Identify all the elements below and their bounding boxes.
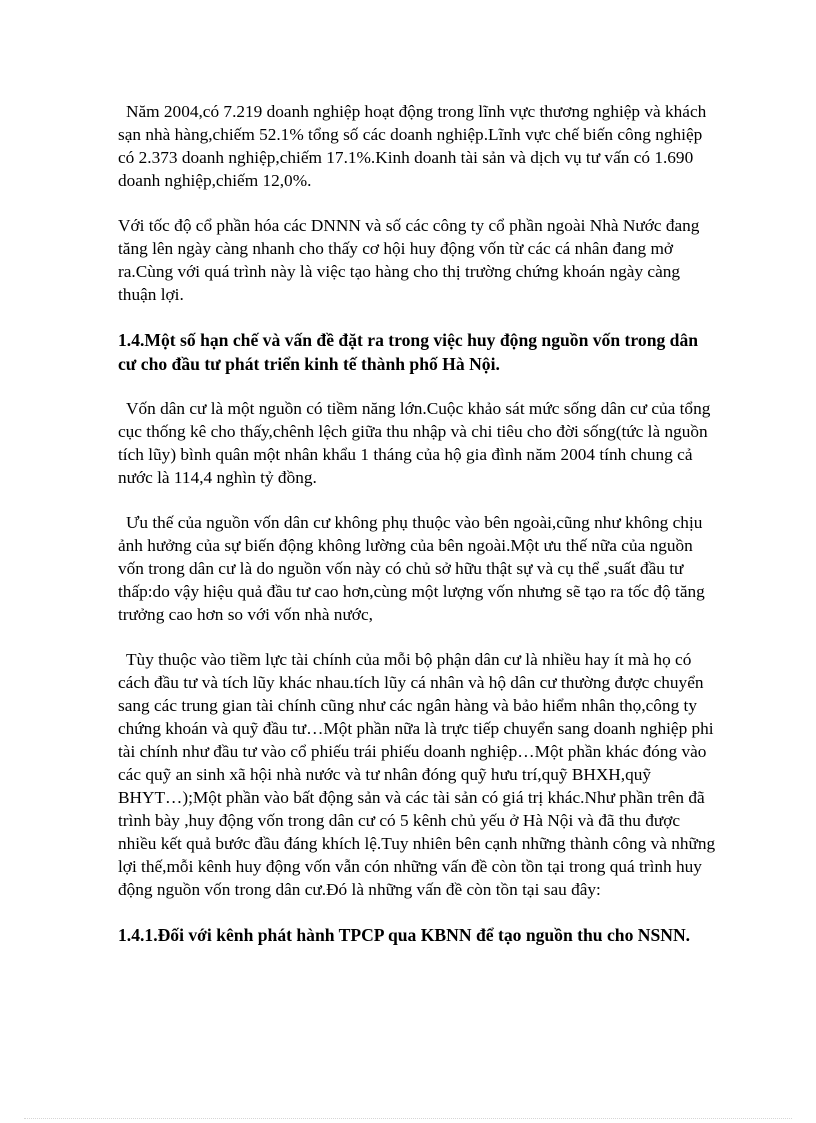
paragraph-investment-channels: Tùy thuộc vào tiềm lực tài chính của mỗi bộ phận dân cư là nhiều hay ít mà họ có cách đầu tư và tích lũy khác nhau.tích lũy cá nhân và hộ dân cư thường được chuyển sang các trung gian tài chính cũng như các ngân hàng và bảo hiểm nhân thọ,công ty chứng khoán và quỹ đầu tư…Một phần nữa là trực tiếp chuyển sang doanh nghiệp phi tài chính như đầu tư vào cổ phiếu trái phiếu doanh nghiệp…Một phần khác đóng vào các quỹ an sinh xã hội nhà nước và tư nhân đóng quỹ hưu trí,quỹ BHXH,quỹ BHYT…);Một phần vào bất động sản và các tài sản có giá trị khác.Như phần trên đã trình bày ,huy động vốn trong dân cư có 5 kênh chủ yếu ở Hà Nội và đã thu được nhiều kết quả bước đầu đáng khích lệ.Tuy nhiên bên cạnh những thành công và những lợi thế,mỗi kênh huy động vốn vẫn cón những vấn đề còn tồn tại trong quá trình huy động nguồn vốn trong dân cư.Đó là những vấn đề còn tồn tại sau đây:	[118, 650, 716, 899]
paragraph-equitization: Với tốc độ cổ phần hóa các DNNN và số các công ty cổ phần ngoài Nhà Nước đang tăng lên ngày càng nhanh cho thấy cơ hội huy động vốn từ các cá nhân đang mở ra.Cùng với quá trình này là việc tạo hàng cho thị trường chứng khoán ngày càng thuận lợi.	[118, 216, 700, 304]
paragraph-advantages: Ưu thế của nguồn vốn dân cư không phụ thuộc vào bên ngoài,cũng như không chịu ảnh hưởng của sự biến động không lường của bên ngoài.Một ưu thế nữa của nguồn vốn trong dân cư là do nguồn vốn này có chủ sở hữu thật sự và cụ thể ,suất đầu tư thấp:do vậy hiệu quả đầu tư cao hơn,cùng một lượng vốn nhưng sẽ tạo ra tốc độ tăng trưởng cao hơn so với vốn nhà nước,	[118, 513, 705, 624]
page-bottom-divider	[24, 1118, 792, 1119]
heading-section-1-4-1: 1.4.1.Đối với kênh phát hành TPCP qua KBNN để tạo nguồn thu cho NSNN.	[118, 925, 691, 945]
heading-section-1-4: 1.4.Một số hạn chế và vấn đề đặt ra trong việc huy động nguồn vốn trong dân cư cho đầu tư phát triển kinh tế thành phố Hà Nội.	[118, 330, 699, 374]
paragraph-enterprise-stats: Năm 2004,có 7.219 doanh nghiệp hoạt động trong lĩnh vực thương nghiệp và khách sạn nhà hàng,chiếm 52.1% tổng số các doanh nghiệp.Lĩnh vực chế biến công nghiệp có 2.373 doanh nghiệp,chiếm 17.1%.Kinh doanh tài sản và dịch vụ tư vấn có 1.690 doanh nghiệp,chiếm 12,0%.	[118, 102, 707, 190]
paragraph-resident-capital: Vốn dân cư là một nguồn có tiềm năng lớn.Cuộc khảo sát mức sống dân cư của tổng cục thống kê cho thấy,chênh lệch giữa thu nhập và chi tiêu cho đời sống(tức là nguồn tích lũy) bình quân một nhân khẩu 1 tháng của hộ gia đình năm 2004 tính chung cả nước là 114,4 nghìn tỷ đồng.	[118, 399, 711, 487]
